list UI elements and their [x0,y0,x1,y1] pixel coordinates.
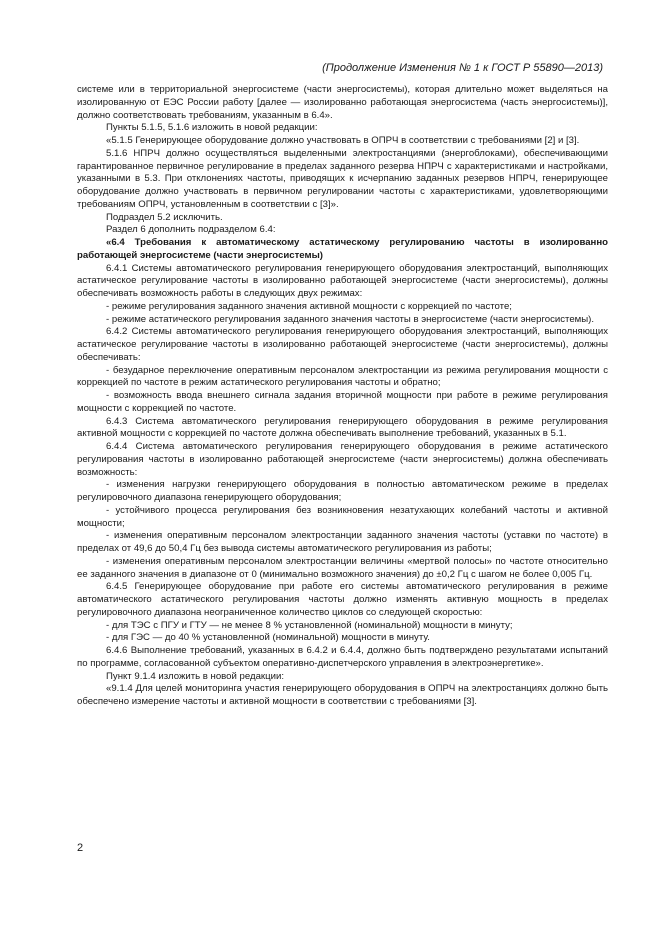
paragraph: 6.4.6 Выполнение требований, указанных в 6.4.2 и 6.4.4, должно быть подтверждено результатами испытаний по программе, согласованной субъектом оперативно-диспетчерского управления в электроэнергетике». [77,645,608,669]
paragraph: «5.1.5 Генерирующее оборудование должно участвовать в ОПРЧ в соответствии с требованиями [2] и [3]. [106,135,580,146]
section-heading: «6.4 Требования к автоматическому астатическому регулированию частоты в изолированно работающей энергосистеме (части энергосистемы) [77,237,608,261]
list-item: - изменения оперативным персоналом электростанции заданного значения частоты (уставки по частоте) в пределах от 49,6 до 50,4 Гц без вывода системы автоматического регулирования из работы; [77,530,608,554]
list-item: - для ТЭС с ПГУ и ГТУ — не менее 8 % установленной (номинальной) мощности в минуту; [106,619,513,631]
paragraph: 6.4.4 Система автоматического регулирования генерирующего оборудования в режиме астатического регулирования частоты в изолированно работающей энергосистеме (части энергосистемы) должна обеспечивать возможность: [77,441,608,478]
list-item: - возможность ввода внешнего сигнала задания вторичной мощности при работе в режиме регулирования мощности с коррекцией по частоте. [77,390,608,414]
paragraph: 5.1.6 НПРЧ должно осуществляться выделенными электростанциями (энергоблоками), обеспечивающими гарантированное первичное регулирование в пределах заданного резерва НПРЧ с характеристиками и настройками, указанными в 5.3. При отклонениях частоты, приводящих к исчерпанию заданных резервов НПРЧ, генерирующее оборудование должно участвовать в первичном регулировании частоты с характеристиками, удовлетворяющими требованиям ОПРЧ, установленным в соответствии с [3]». [77,147,608,210]
paragraph: 6.4.2 Системы автоматического регулирования генерирующего оборудования электростанций, выполняющих астатическое регулирование частоты в изолированно работающей энергосистеме (части энергосистемы), должны обеспечивать: [77,326,608,363]
list-item: - режиме регулирования заданного значения активной мощности с коррекцией по частоте; [106,300,512,312]
paragraph: Раздел 6 дополнить подразделом 6.4: [106,224,276,236]
paragraph: «9.1.4 Для целей мониторинга участия генерирующего оборудования в ОПРЧ на электростанциях должно быть обеспечено измерение частоты и активной мощности в соответствии с требованиями [3]. [77,683,608,707]
page-header: (Продолжение Изменения № 1 к ГОСТ Р 55890—2013) [322,62,603,74]
paragraph: Подраздел 5.2 исключить. [106,211,223,223]
paragraph: системе или в территориальной энергосистеме (части энергосистемы), которая длительно может выделяться на изолированную от ЕЭС России работу [далее — изолированно работающая энергосистема (часть энергосистемы)], должно соответствовать требованиям, указанным в 6.4». [77,84,608,121]
document-body [77,84,608,709]
list-item: - режиме астатического регулирования заданного значения частоты в энергосистеме (части энергосистемы). [106,313,595,325]
paragraph: 6.4.3 Система автоматического регулирования генерирующего оборудования в режиме регулирования активной мощности с коррекцией по частоте должна обеспечивать выполнение требований, указанных в 5.1. [77,415,608,440]
paragraph: Пункты 5.1.5, 5.1.6 изложить в новой редакции: [106,122,318,134]
paragraph: 6.4.1 Системы автоматического регулирования генерирующего оборудования электростанций, выполняющих астатическое регулирование частоты в изолированно работающей энергосистеме (части энергосистемы), должны обеспечивать возможность работы в следующих двух режимах: [77,262,608,299]
page-number: 2 [77,842,84,854]
paragraph: Пункт 9.1.4 изложить в новой редакции: [106,670,284,682]
list-item: - устойчивого процесса регулирования без возникновения незатухающих колебаний частоты и активной мощности; [77,504,608,529]
list-item: - изменения нагрузки генерирующего оборудования в полностью автоматическом режиме в пределах регулировочного диапазона генерирующего оборудования; [77,479,608,503]
list-item: - изменения оперативным персоналом электростанции величины «мертвой полосы» по частоте относительно ее заданного значения в диапазоне от 0 (минимально возможного значения) до ±0,2 Гц с шагом не более 0,005 Гц. [77,555,608,580]
paragraph: 6.4.5 Генерирующее оборудование при работе его системы автоматического регулирования в режиме автоматического астатического регулирования частоты должно изменять активную мощность в пределах регулировочного диапазона неограниченное количество циклов со следующей скоростью: [77,581,608,618]
list-item: - для ГЭС — до 40 % установленной (номинальной) мощности в минуту. [106,632,430,644]
list-item: - безударное переключение оперативным персоналом электростанции из режима регулирования мощности с коррекцией по частоте в режим астатического регулирования частоты и обратно; [77,364,608,389]
